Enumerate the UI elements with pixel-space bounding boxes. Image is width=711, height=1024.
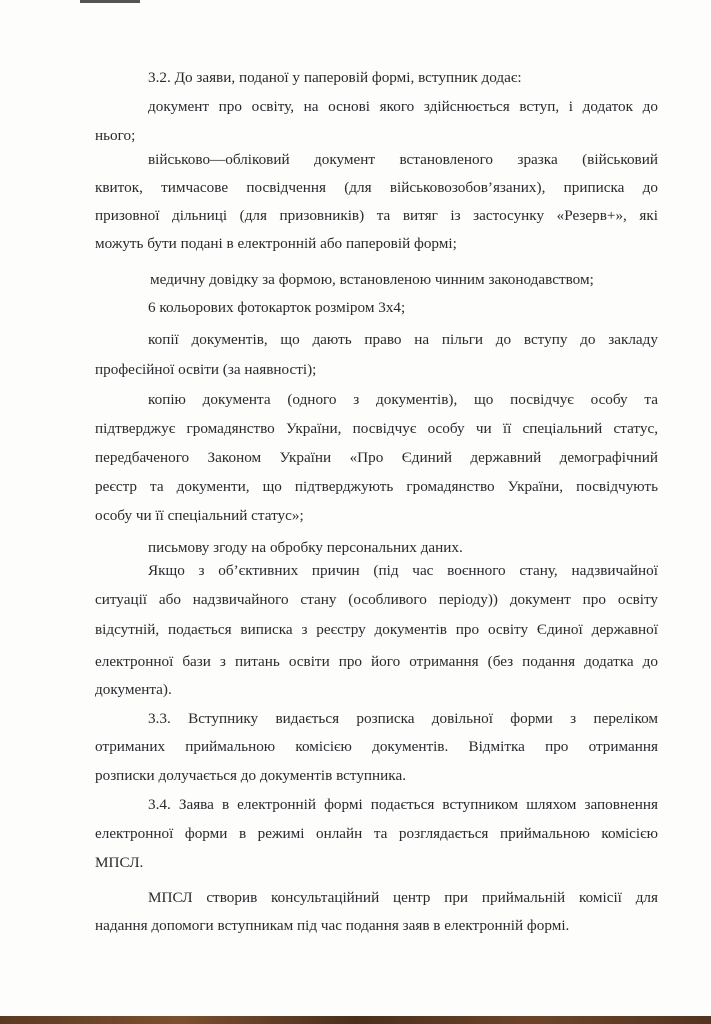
text-line: документ про освіту, на основі якого здійснюється вступ, і додаток до [148, 98, 658, 115]
section-3-2-heading: 3.2. До заяви, поданої у паперовій формі, вступник додає: [148, 69, 522, 86]
text-line: МПСЛ створив консультаційний центр при приймальній комісії для [148, 889, 658, 906]
scan-edge-mark [80, 0, 140, 3]
text-line: призовної дільниці (для призовників) та витяг із застосунку «Резерв+», які [95, 207, 658, 224]
text-line: копії документів, що дають право на пільги до вступу до закладу [148, 331, 658, 348]
text-line: отриманих приймальною комісією документів. Відмітка про отримання [95, 738, 658, 755]
text-line: нього; [95, 127, 136, 144]
text-line: ситуації або надзвичайного стану (особливого періоду)) документ про освіту [95, 591, 658, 608]
text-line: реєстр та документи, що підтверджують громадянство України, посвідчують [95, 478, 658, 495]
text-line: надання допомоги вступникам під час подання заяв в електронній формі. [95, 917, 570, 934]
text-line: розписки долучається до документів вступника. [95, 767, 406, 784]
scan-bottom-edge [0, 1016, 711, 1024]
text-line: відсутній, подається виписка з реєстру документів про освіту Єдиної державної [95, 621, 658, 638]
text-line: електронної форми в режимі онлайн та розглядається приймальною комісією [95, 825, 658, 842]
text-line: професійної освіти (за наявності); [95, 361, 317, 378]
text-line: медичну довідку за формою, встановленою чинним законодавством; [150, 271, 594, 288]
text-line: квиток, тимчасове посвідчення (для військовозобов’язаних), приписка до [95, 179, 658, 196]
text-line: письмову згоду на обробку персональних даних. [148, 539, 463, 556]
text-line: документа). [95, 681, 172, 698]
text-line: можуть бути подані в електронній або паперовій формі; [95, 235, 457, 252]
text-line: особу чи її спеціальний статус»; [95, 507, 304, 524]
text-line: 6 кольорових фотокарток розміром 3х4; [148, 299, 406, 316]
text-line: підтверджує громадянство України, посвідчує особу чи її спеціальний статус, [95, 420, 658, 437]
section-3-3-line: 3.3. Вступнику видається розписка довільної форми з переліком [148, 710, 658, 727]
text-line: Якщо з об’єктивних причин (під час воєнного стану, надзвичайної [148, 562, 658, 579]
text-line: військово—обліковий документ встановленого зразка (військовий [148, 151, 658, 168]
text-line: МПСЛ. [95, 854, 144, 871]
text-line: передбаченого Законом України «Про Єдиний державний демографічний [95, 449, 658, 466]
text-line: копію документа (одного з документів), що посвідчує особу та [148, 391, 658, 408]
text-line: електронної бази з питань освіти про його отримання (без подання додатка до [95, 653, 658, 670]
section-3-4-line: 3.4. Заява в електронній формі подається вступником шляхом заповнення [148, 796, 658, 813]
